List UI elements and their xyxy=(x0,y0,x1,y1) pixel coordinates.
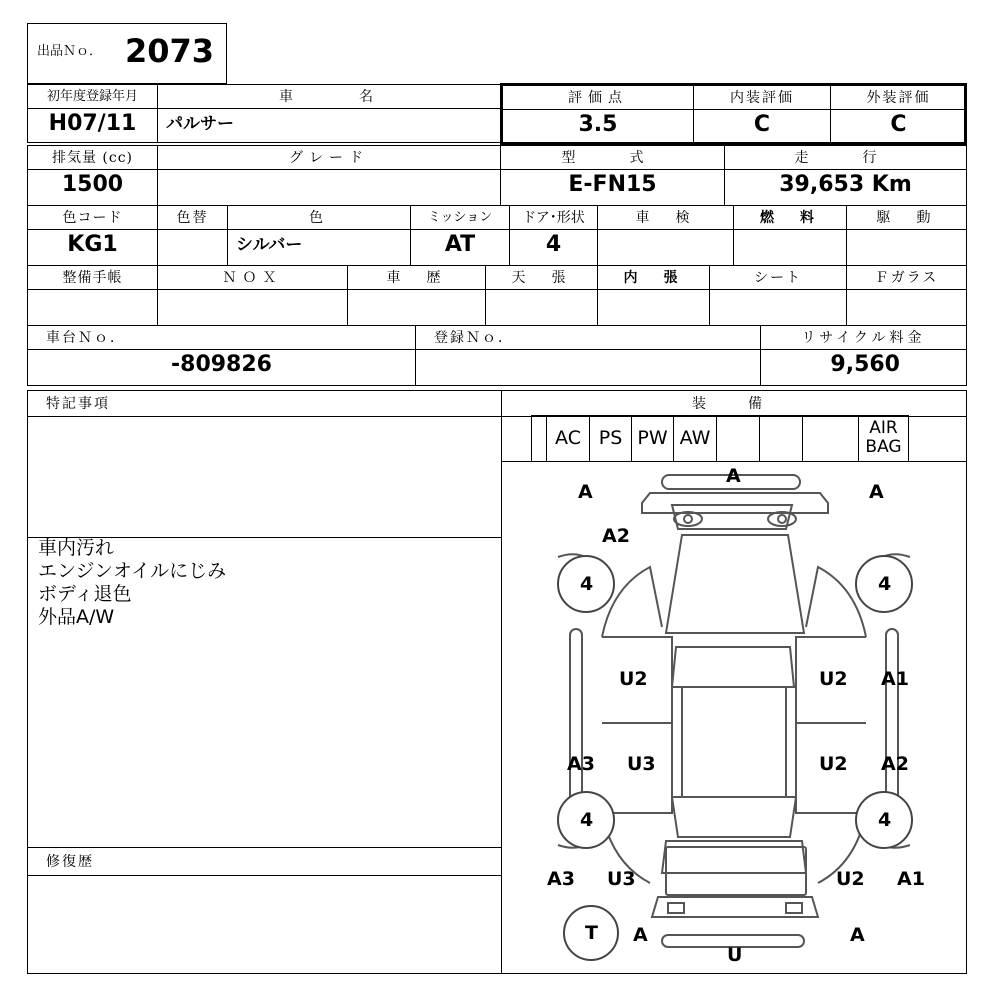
sunroof-value xyxy=(485,289,598,326)
mark-rear-l-a3: A3 xyxy=(547,868,575,890)
history-label: 車 歴 xyxy=(347,265,486,290)
fuel-value xyxy=(733,229,847,266)
evaluation-block xyxy=(500,83,967,145)
mark-rear-r-u2: U2 xyxy=(836,868,865,890)
color-code-value: KG1 xyxy=(27,229,158,266)
equip-aw: AW xyxy=(673,415,717,462)
remarks-label: 特記事項 xyxy=(27,390,502,417)
model-label: 型 式 xyxy=(500,145,725,170)
remarks-lines xyxy=(38,537,226,629)
first-reg-value: H07/11 xyxy=(27,108,158,143)
car-name-label: 車 名 xyxy=(157,84,501,109)
interior-value: C xyxy=(693,109,831,145)
color-change-value xyxy=(157,229,228,266)
mileage-value: 39,653 Km xyxy=(724,169,967,206)
color-change-label: 色替 xyxy=(157,205,228,230)
inspection-value xyxy=(597,229,734,266)
mark-tire-rl: 4 xyxy=(580,809,594,831)
drive-value xyxy=(846,229,967,266)
repair-label: 修復歴 xyxy=(27,847,502,876)
equip-slot xyxy=(716,415,760,462)
interior-label: 内装評価 xyxy=(693,85,831,110)
mark-spare: T xyxy=(585,922,598,944)
mark-rocker-l: A3 xyxy=(567,753,595,775)
color-label: 色 xyxy=(227,205,411,230)
remark-line: 外品A/W xyxy=(38,606,115,628)
maintenance-value xyxy=(27,289,158,326)
mark-rear-right: A xyxy=(850,924,865,946)
exterior-value: C xyxy=(830,109,967,145)
remark-line: エンジンオイルにじみ xyxy=(38,560,227,582)
color-code-label: 色コード xyxy=(27,205,158,230)
equip-ac: AC xyxy=(546,415,590,462)
nox-value xyxy=(157,289,348,326)
mark-door-fr: U2 xyxy=(819,668,848,690)
maintenance-label: 整備手帳 xyxy=(27,265,158,290)
chassis-value: -809826 xyxy=(27,349,416,386)
mark-front-right: A xyxy=(869,481,884,503)
model-value: E-FN15 xyxy=(500,169,725,206)
score-value: 3.5 xyxy=(502,109,694,145)
chassis-label: 車台Ｎｏ． xyxy=(27,325,416,350)
equip-pw: PW xyxy=(631,415,674,462)
mark-rear-left: A xyxy=(633,924,648,946)
equip-slot xyxy=(802,415,859,462)
recycle-label: リサイクル料金 xyxy=(760,325,967,350)
seat-label: シート xyxy=(709,265,847,290)
mark-rocker-r-mid: A2 xyxy=(881,753,909,775)
registration-label: 登録Ｎｏ． xyxy=(415,325,761,350)
mark-tire-rr: 4 xyxy=(878,809,892,831)
car-diagram xyxy=(501,461,967,974)
mark-tire-fr: 4 xyxy=(878,573,892,595)
car-name-value: パルサー xyxy=(157,108,501,143)
fuel-label: 燃 料 xyxy=(733,205,847,230)
mark-front-center: A xyxy=(726,465,741,487)
history-value xyxy=(347,289,486,326)
registration-value xyxy=(415,349,761,386)
mark-front-left: A xyxy=(578,481,593,503)
equipment-row xyxy=(501,416,967,462)
grade-label: グレード xyxy=(157,145,501,170)
first-reg-label: 初年度登録年月 xyxy=(27,84,158,109)
mission-label: ミッション xyxy=(410,205,510,230)
grade-value xyxy=(157,169,501,206)
sunroof-label: 天 張 xyxy=(485,265,598,290)
mark-rear-center: U xyxy=(727,944,743,966)
equip-slot xyxy=(759,415,803,462)
remarks-box xyxy=(27,416,502,848)
mark-hood: A2 xyxy=(602,525,630,547)
lot-box xyxy=(27,23,227,84)
mark-door-rl: U3 xyxy=(627,753,656,775)
mark-tire-fl: 4 xyxy=(580,573,594,595)
lot-label: 出品Ｎｏ． xyxy=(37,44,103,59)
interior-lining-label: 内 張 xyxy=(597,265,710,290)
inspection-label: 車 検 xyxy=(597,205,734,230)
mission-value: AT xyxy=(410,229,510,266)
drive-label: 駆 動 xyxy=(846,205,967,230)
mileage-label: 走 行 xyxy=(724,145,967,170)
mark-rear-r-a1: A1 xyxy=(897,868,925,890)
remark-line: 車内汚れ xyxy=(38,537,115,559)
nox-label: ＮＯＸ xyxy=(157,265,348,290)
door-value: 4 xyxy=(509,229,598,266)
equipment-label: 装 備 xyxy=(501,390,967,417)
door-label: ドア･形状 xyxy=(509,205,598,230)
remark-line: ボディ退色 xyxy=(38,583,132,605)
mark-door-rr: U2 xyxy=(819,753,848,775)
equip-slot xyxy=(531,415,547,462)
recycle-value: 9,560 xyxy=(760,349,967,386)
seat-value xyxy=(709,289,847,326)
glass-label: Ｆガラス xyxy=(846,265,967,290)
mark-rear-l-u3: U3 xyxy=(607,868,636,890)
color-value: シルバー xyxy=(227,229,411,266)
mark-door-fl: U2 xyxy=(619,668,648,690)
mark-rocker-r-front: A1 xyxy=(881,668,909,690)
repair-box xyxy=(27,875,502,974)
equip-airbag: AIR BAG xyxy=(858,415,909,462)
equip-ps: PS xyxy=(589,415,632,462)
car-outline xyxy=(502,461,966,973)
glass-value xyxy=(846,289,967,326)
exterior-label: 外装評価 xyxy=(830,85,967,110)
score-label: 評価点 xyxy=(502,85,694,110)
lot-number: 2073 xyxy=(125,32,215,70)
displacement-label: 排気量 (cc) xyxy=(27,145,158,170)
displacement-value: 1500 xyxy=(27,169,158,206)
interior-lining-value xyxy=(597,289,710,326)
